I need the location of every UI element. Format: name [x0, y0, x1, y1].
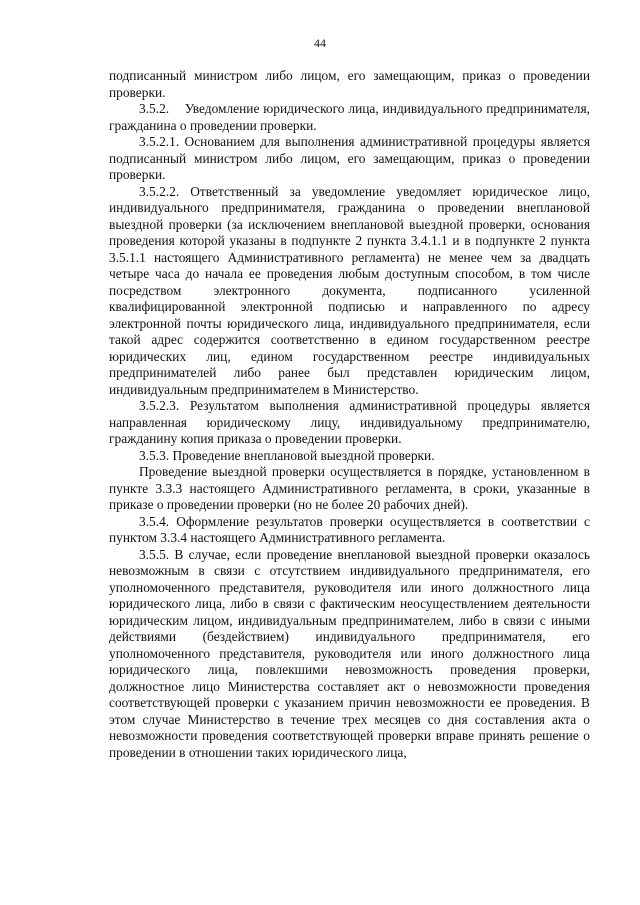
paragraph-3-5-2: 3.5.2. Уведомление юридического лица, индивидуального предпринимателя, гражданина о проведении проверки.	[109, 101, 590, 133]
paragraph-3-5-2-1: 3.5.2.1. Основанием для выполнения административной процедуры является подписанный министром либо лицом, его замещающим, приказ о проведении проверки.	[109, 134, 590, 182]
document-body	[109, 68, 590, 761]
paragraph-3-5-2-3: 3.5.2.3. Результатом выполнения административной процедуры является направленная юридическому лицу, индивидуальному предпринимателю, гражданину копия приказа о проведении проверки.	[109, 398, 590, 446]
paragraph-continuation: подписанный министром либо лицом, его замещающим, приказ о проведении проверки.	[109, 68, 590, 100]
paragraph-3-5-2-2: 3.5.2.2. Ответственный за уведомление уведомляет юридическое лицо, индивидуального предпринимателя, гражданина о проведении внеплановой выездной проверки (за исключением внеплановой выездной проверки, основания проведения которой указаны в подпункте 2 пункта 3.4.1.1 и в подпункте 2 пункта 3.5.1.1 настоящего Административного регламента) не менее чем за двадцать четыре часа до начала ее проведения любым доступным способом, в том числе посредством электронного документа, подписанного усиленной квалифицированной электронной подписью и направленного по адресу электронной почты юридического лица, индивидуального предпринимателя, если такой адрес содержится соответственно в едином государственном реестре юридических лиц, едином государственном реестре индивидуальных предпринимателей либо ранее был представлен юридическим лицом, индивидуальным предпринимателем в Министерство.	[109, 183, 590, 397]
paragraph-3-5-4: 3.5.4. Оформление результатов проверки осуществляется в соответствии с пунктом 3.3.4 настоящего Административного регламента.	[109, 513, 590, 545]
page-number: 44	[314, 36, 326, 50]
paragraph-3-5-5: 3.5.5. В случае, если проведение внеплановой выездной проверки оказалось невозможным в связи с отсутствием индивидуального предпринимателя, его уполномоченного представителя, руководителя или иного должностного лица юридического лица, либо в связи с фактическим неосуществлением деятельности юридическим лицом, индивидуальным предпринимателем, либо в связи с иными действиями (бездействием) индивидуального предпринимателя, его уполномоченного представителя, руководителя или иного должностного лица юридического лица, повлекшими невозможность проведения проверки, должностное лицо Министерства составляет акт о невозможности проведения соответствующей проверки с указанием причин невозможности ее проведения. В этом случае Министерство в течение трех месяцев со дня составления акта о невозможности проведения соответствующей проверки вправе принять решение о проведении в отношении таких юридического лица,	[109, 546, 590, 760]
paragraph-3-5-3: 3.5.3. Проведение внеплановой выездной проверки.	[139, 447, 435, 463]
paragraph-3-5-3-body: Проведение выездной проверки осуществляется в порядке, установленном в пункте 3.3.3 настоящего Административного регламента, в сроки, указанные в приказе о проведении проверки (но не более 20 рабочих дней).	[109, 464, 590, 512]
